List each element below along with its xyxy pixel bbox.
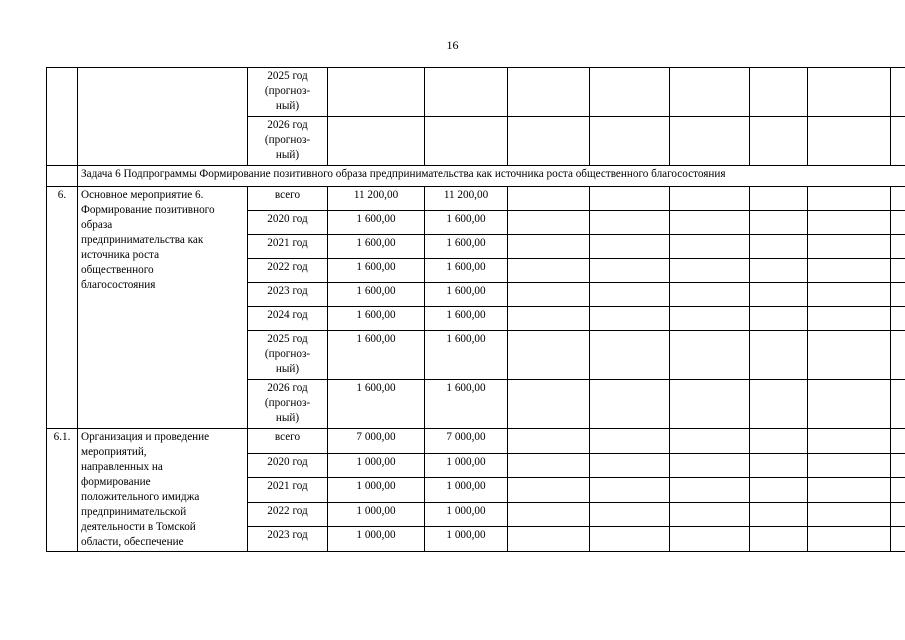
empty-cell (808, 478, 891, 503)
empty-cell (508, 331, 590, 380)
table-row (47, 429, 905, 454)
empty-cell (750, 527, 808, 552)
empty-cell (590, 187, 670, 211)
empty-cell (508, 211, 590, 235)
empty-cell (670, 453, 750, 478)
empty-cell (670, 117, 750, 166)
activity-name-line: Формирование позитивного (81, 204, 215, 216)
empty-cell (508, 429, 590, 454)
empty-cell (508, 117, 590, 166)
empty-cell (891, 380, 905, 429)
empty-cell (750, 259, 808, 283)
empty-cell (808, 211, 891, 235)
amount-cell: 1 600,00 (425, 307, 508, 331)
empty-cell (891, 331, 905, 380)
amount-cell: 1 600,00 (328, 380, 425, 429)
empty-cell (670, 235, 750, 259)
budget-table (46, 67, 905, 552)
empty-cell (891, 478, 905, 503)
amount-cell: 1 600,00 (425, 235, 508, 259)
year-label: 2023 год (267, 285, 308, 297)
activity-name-line: направленных на (81, 461, 163, 473)
empty-cell (508, 527, 590, 552)
empty-cell (808, 68, 891, 117)
year-cell (248, 187, 328, 211)
empty-cell (508, 502, 590, 527)
amount-cell: 1 600,00 (425, 211, 508, 235)
empty-cell (590, 380, 670, 429)
empty-cell (808, 283, 891, 307)
empty-cell (47, 166, 78, 187)
activity-name-line: положительного имиджа (81, 491, 200, 503)
empty-cell (670, 478, 750, 503)
empty-cell (508, 307, 590, 331)
year-label: 2026 год (267, 382, 308, 394)
empty-cell (750, 453, 808, 478)
empty-cell (508, 235, 590, 259)
amount-cell: 1 000,00 (425, 502, 508, 527)
empty-cell (590, 331, 670, 380)
empty-cell (750, 429, 808, 454)
empty-cell (750, 478, 808, 503)
empty-cell (590, 211, 670, 235)
year-cell (248, 259, 328, 283)
year-cell (248, 331, 328, 380)
year-label: 2024 год (267, 309, 308, 321)
empty-cell (750, 187, 808, 211)
amount-cell: 1 600,00 (328, 259, 425, 283)
empty-cell (508, 283, 590, 307)
empty-cell (750, 380, 808, 429)
row-number-cell: 6. (47, 187, 78, 429)
empty-cell (891, 307, 905, 331)
activity-name-line: мероприятий, (81, 446, 147, 458)
year-label: ный) (275, 100, 300, 112)
amount-cell: 1 600,00 (425, 283, 508, 307)
amount-cell: 7 000,00 (425, 429, 508, 454)
empty-cell (670, 259, 750, 283)
empty-cell (808, 235, 891, 259)
empty-cell (891, 527, 905, 552)
year-label: 2022 год (267, 261, 308, 273)
year-label: (прогноз- (264, 348, 311, 360)
year-cell (248, 307, 328, 331)
empty-cell (750, 331, 808, 380)
table-row (47, 187, 905, 211)
empty-cell (891, 235, 905, 259)
amount-cell: 1 600,00 (328, 211, 425, 235)
activity-name-line: общественного (81, 264, 154, 276)
empty-cell (891, 117, 905, 166)
row-number-cell (47, 68, 78, 166)
activity-name-line: образа (81, 219, 113, 231)
empty-cell (590, 283, 670, 307)
year-cell (248, 429, 328, 454)
empty-cell (590, 307, 670, 331)
empty-cell (670, 527, 750, 552)
table-row (47, 68, 905, 117)
empty-cell (750, 283, 808, 307)
amount-cell: 1 600,00 (425, 259, 508, 283)
amount-cell: 1 000,00 (425, 453, 508, 478)
year-label: 2023 год (267, 529, 308, 542)
empty-cell (891, 211, 905, 235)
year-label: всего (274, 431, 301, 443)
empty-cell (750, 502, 808, 527)
activity-name-cell (78, 187, 248, 429)
empty-cell (808, 380, 891, 429)
year-cell (248, 453, 328, 478)
activity-name-line: формирование (81, 476, 151, 488)
empty-cell (891, 453, 905, 478)
empty-cell (808, 429, 891, 454)
amount-cell (328, 68, 425, 117)
empty-cell (670, 380, 750, 429)
year-label: 2021 год (267, 480, 308, 493)
amount-cell: 1 000,00 (425, 478, 508, 503)
year-cell (248, 211, 328, 235)
empty-cell (750, 68, 808, 117)
row-number-cell: 6.1. (47, 429, 78, 552)
year-cell (248, 235, 328, 259)
empty-cell (670, 307, 750, 331)
year-label: 2020 год (267, 455, 308, 468)
amount-cell: 1 000,00 (425, 527, 508, 552)
year-cell (248, 380, 328, 429)
year-label: 2026 год (267, 119, 308, 131)
empty-cell (891, 68, 905, 117)
page-number: 16 (446, 38, 459, 52)
empty-cell (670, 283, 750, 307)
activity-name-cell (78, 68, 248, 166)
empty-cell (590, 429, 670, 454)
empty-cell (670, 502, 750, 527)
empty-cell (590, 478, 670, 503)
amount-cell: 1 600,00 (328, 283, 425, 307)
amount-cell: 11 200,00 (328, 187, 425, 211)
amount-cell: 1 000,00 (328, 527, 425, 552)
empty-cell (750, 307, 808, 331)
empty-cell (670, 68, 750, 117)
year-cell (248, 283, 328, 307)
empty-cell (508, 187, 590, 211)
activity-name-line: деятельности в Томской (81, 521, 196, 533)
empty-cell (508, 478, 590, 503)
empty-cell (750, 117, 808, 166)
year-label: (прогноз- (264, 134, 311, 146)
year-cell (248, 68, 328, 117)
empty-cell (508, 453, 590, 478)
empty-cell (750, 211, 808, 235)
activity-name-line: благосостояния (81, 279, 156, 291)
year-cell (248, 478, 328, 503)
activity-name-line: предпринимательства как (81, 234, 204, 246)
empty-cell (891, 259, 905, 283)
amount-cell: 1 600,00 (425, 380, 508, 429)
task-row (47, 166, 905, 187)
amount-cell: 1 600,00 (425, 331, 508, 380)
year-cell (248, 502, 328, 527)
empty-cell (808, 453, 891, 478)
empty-cell (590, 235, 670, 259)
empty-cell (508, 259, 590, 283)
year-label: 2021 год (267, 237, 308, 249)
task-title: Задача 6 Подпрограммы Формирование позитивного образа предпринимательства как источника роста общественного благосостояния (78, 166, 905, 187)
empty-cell (590, 68, 670, 117)
activity-name-line: Организация и проведение (81, 431, 210, 443)
activity-name-cell (78, 429, 248, 552)
year-label: ный) (275, 363, 300, 375)
empty-cell (590, 259, 670, 283)
amount-cell: 11 200,00 (425, 187, 508, 211)
empty-cell (891, 502, 905, 527)
empty-cell (670, 331, 750, 380)
empty-cell (590, 453, 670, 478)
empty-cell (508, 380, 590, 429)
year-label: ный) (275, 412, 300, 424)
amount-cell: 1 000,00 (328, 502, 425, 527)
year-label: 2022 год (267, 504, 308, 517)
amount-cell: 1 600,00 (328, 235, 425, 259)
empty-cell (808, 331, 891, 380)
empty-cell (750, 235, 808, 259)
empty-cell (808, 187, 891, 211)
amount-cell: 1 000,00 (328, 453, 425, 478)
empty-cell (808, 527, 891, 552)
empty-cell (670, 429, 750, 454)
activity-name-line: предпринимательской (81, 506, 187, 518)
amount-cell (425, 68, 508, 117)
empty-cell (808, 259, 891, 283)
amount-cell: 1 600,00 (328, 307, 425, 331)
year-cell (248, 117, 328, 166)
amount-cell (425, 117, 508, 166)
activity-name-line: Основное мероприятие 6. (81, 189, 204, 201)
empty-cell (891, 283, 905, 307)
empty-cell (891, 429, 905, 454)
year-label: 2025 год (267, 333, 308, 345)
year-label: 2020 год (267, 213, 308, 225)
empty-cell (670, 211, 750, 235)
empty-cell (508, 68, 590, 117)
empty-cell (670, 187, 750, 211)
year-label: ный) (275, 149, 300, 161)
empty-cell (808, 117, 891, 166)
empty-cell (590, 502, 670, 527)
amount-cell: 7 000,00 (328, 429, 425, 454)
empty-cell (808, 502, 891, 527)
empty-cell (590, 527, 670, 552)
empty-cell (590, 117, 670, 166)
year-label: (прогноз- (264, 85, 311, 97)
year-cell (248, 527, 328, 552)
activity-name-line: источника роста (81, 249, 160, 261)
amount-cell: 1 600,00 (328, 331, 425, 380)
amount-cell (328, 117, 425, 166)
year-label: 2025 год (267, 70, 308, 82)
empty-cell (891, 187, 905, 211)
empty-cell (808, 307, 891, 331)
year-label: (прогноз- (264, 397, 311, 409)
activity-name-line: области, обеспечение (81, 536, 184, 548)
year-label: всего (274, 189, 301, 201)
amount-cell: 1 000,00 (328, 478, 425, 503)
